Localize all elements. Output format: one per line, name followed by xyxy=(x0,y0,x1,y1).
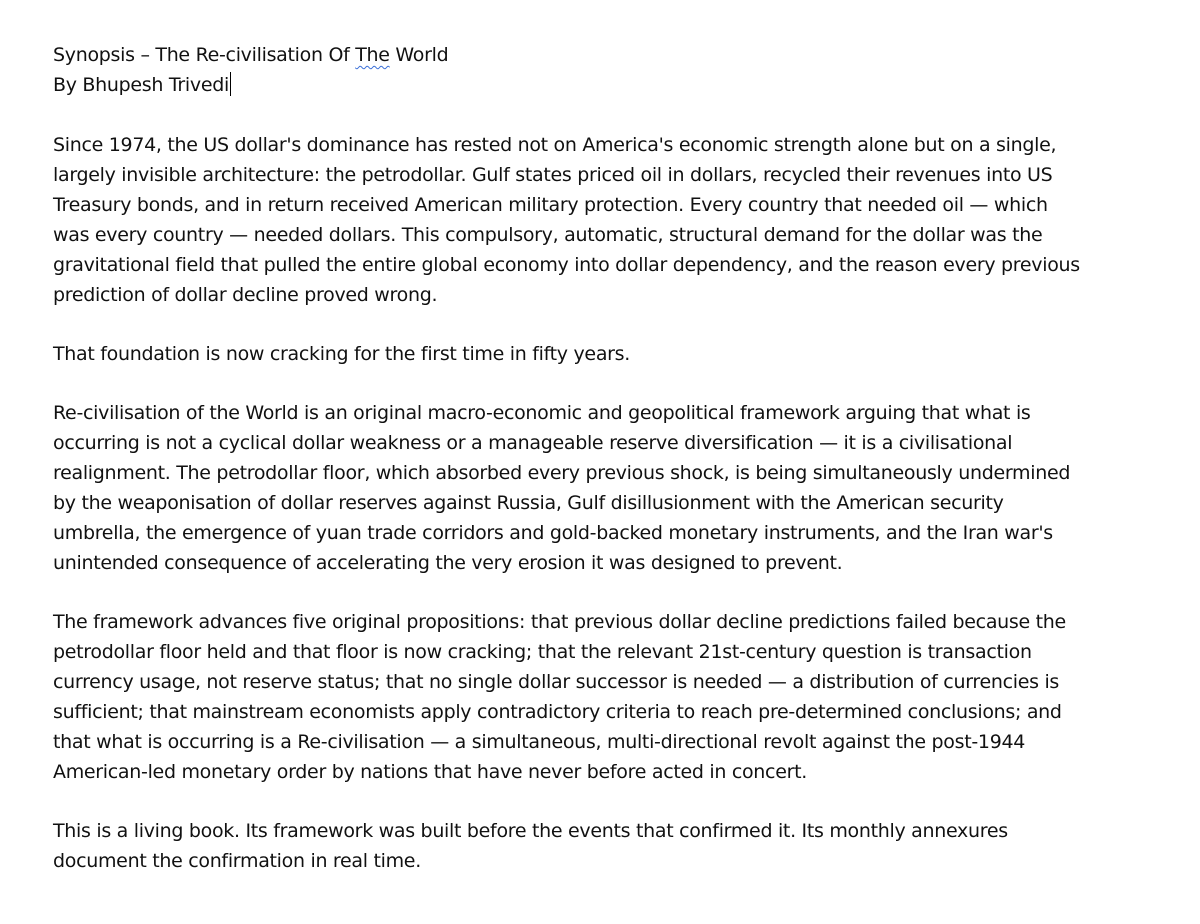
paragraph-framework xyxy=(53,398,1168,578)
title-prefix: Synopsis – The Re-civilisation Of xyxy=(53,44,356,66)
paragraph-line: The framework advances five original propositions: that previous dollar decline predictions failed because the xyxy=(53,611,1066,633)
paragraph-line: umbrella, the emergence of yuan trade corridors and gold-backed monetary instruments, and the Iran war's xyxy=(53,522,1053,544)
paragraph-line: largely invisible architecture: the petrodollar. Gulf states priced oil in dollars, recycled their revenues into US xyxy=(53,164,1053,186)
paragraph-line: gravitational field that pulled the entire global economy into dollar dependency, and the reason every previous xyxy=(53,254,1080,276)
author-text: By Bhupesh Trivedi xyxy=(53,74,229,96)
paragraph-line: unintended consequence of accelerating the very erosion it was designed to prevent. xyxy=(53,552,843,574)
paragraph-petrodollar xyxy=(53,130,1168,310)
paragraph-line: was every country — needed dollars. This compulsory, automatic, structural demand for the dollar was the xyxy=(53,224,1043,246)
paragraph-propositions xyxy=(53,607,1168,787)
paragraph-line: sufficient; that mainstream economists apply contradictory criteria to reach pre-determined conclusions; and xyxy=(53,701,1062,723)
paragraph-line: Re-civilisation of the World is an original macro-economic and geopolitical framework arguing that what is xyxy=(53,402,1031,424)
title-block xyxy=(53,40,1168,100)
paragraph-line: that what is occurring is a Re-civilisation — a simultaneous, multi-directional revolt against the post-1944 xyxy=(53,731,1026,753)
paragraph-line: document the confirmation in real time. xyxy=(53,850,421,872)
paragraph-line: American-led monetary order by nations that have never before acted in concert. xyxy=(53,761,807,783)
document-author[interactable] xyxy=(53,70,1168,100)
text-cursor xyxy=(230,72,231,96)
paragraph-living-book xyxy=(53,816,1168,876)
document-body[interactable] xyxy=(53,40,1168,905)
paragraph-line: petrodollar floor held and that floor is now cracking; that the relevant 21st-century question is transaction xyxy=(53,641,1032,663)
paragraph-line: by the weaponisation of dollar reserves against Russia, Gulf disillusionment with the American security xyxy=(53,492,1004,514)
paragraph-line: This is a living book. Its framework was built before the events that confirmed it. Its monthly annexures xyxy=(53,820,1008,842)
paragraph-foundation xyxy=(53,339,1168,369)
paragraph-line: That foundation is now cracking for the first time in fifty years. xyxy=(53,343,631,365)
spelling-flagged-word[interactable]: The xyxy=(355,44,390,66)
paragraph-line: realignment. The petrodollar floor, which absorbed every previous shock, is being simultaneously undermined xyxy=(53,462,1071,484)
paragraph-line: prediction of dollar decline proved wrong. xyxy=(53,284,438,306)
title-suffix: World xyxy=(389,44,449,66)
paragraph-line: currency usage, not reserve status; that no single dollar successor is needed — a distribution of currencies is xyxy=(53,671,1060,693)
paragraph-line: occurring is not a cyclical dollar weakness or a manageable reserve diversification — it is a civilisational xyxy=(53,432,1013,454)
paragraph-line: Since 1974, the US dollar's dominance has rested not on America's economic strength alone but on a single, xyxy=(53,134,1057,156)
document-title[interactable] xyxy=(53,40,1168,70)
paragraph-line: Treasury bonds, and in return received American military protection. Every country that needed oil — which xyxy=(53,194,1048,216)
